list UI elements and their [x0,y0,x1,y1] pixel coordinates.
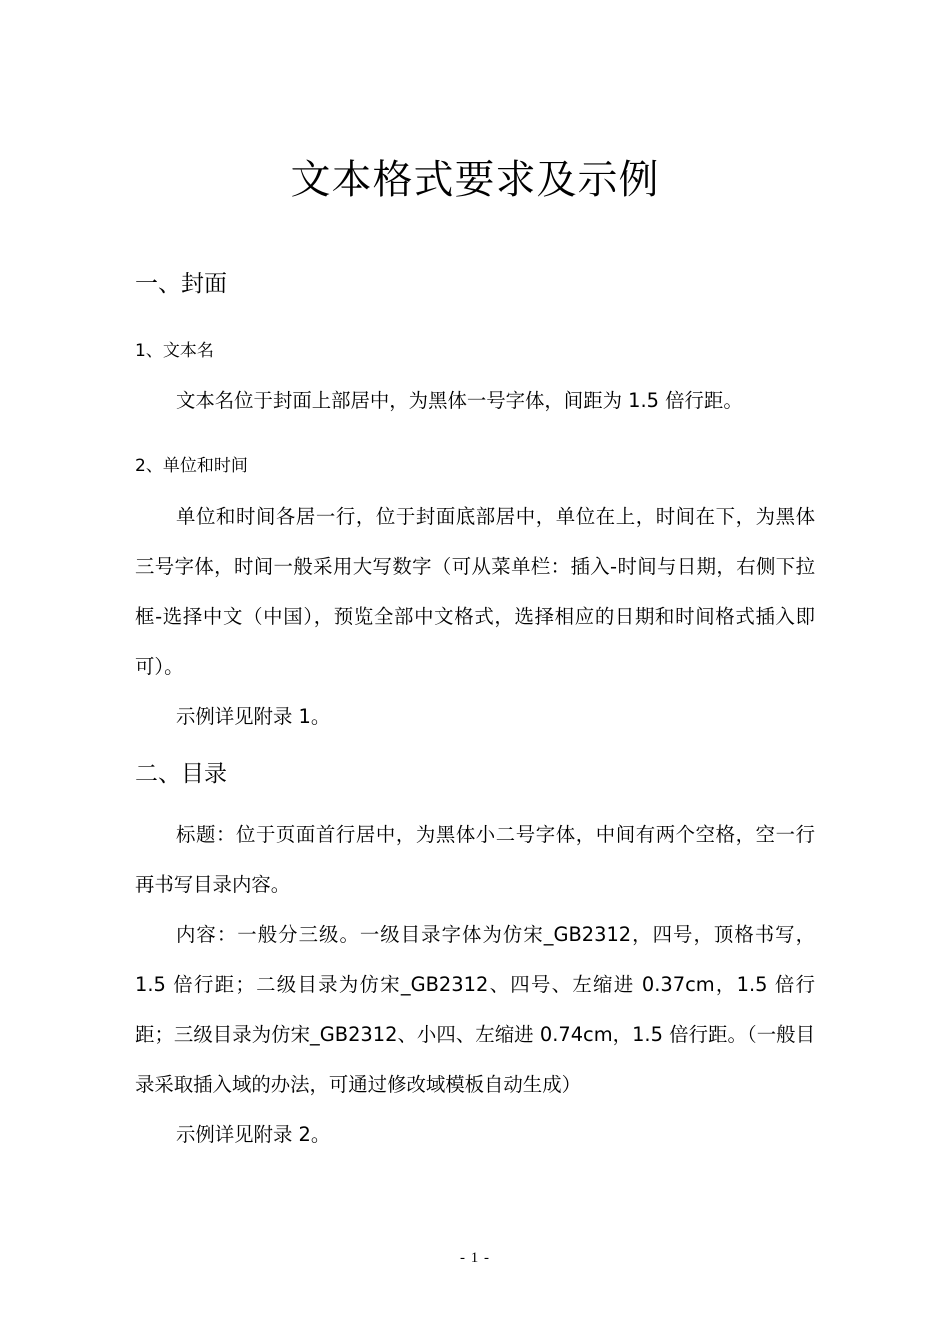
document-title: 文本格式要求及示例 [290,157,660,203]
page-number: - 1 - [460,1250,490,1266]
paragraph-appendix-2-ref: 示例详见附录 2。 [176,1123,331,1146]
section-heading-cover: 一、封面 [135,271,227,297]
subsection-heading-document-name: 1、文本名 [135,341,214,361]
paragraph-unit-and-time: 单位和时间各居一行，位于封面底部居中，单位在上，时间在下，为黑体三号字体，时间一般采用大写数字（可从菜单栏：插入-时间与日期，右侧下拉框-选择中文（中国），预览全部中文格式，选择相应的日期和时间格式插入即可）。 [135,505,815,678]
paragraph-appendix-1-ref: 示例详见附录 1。 [176,705,331,728]
paragraph-toc-content: 内容：一般分三级。一级目录字体为仿宋_GB2312，四号，顶格书写，1.5 倍行距；二级目录为仿宋_GB2312、四号、左缩进 0.37cm，1.5 倍行距；三级目录为仿宋_GB2312、小四、左缩进 0.74cm，1.5 倍行距。（一般目录采取插入域的办法，可通过修改域模板自动生成） [135,923,815,1096]
paragraph-toc-title: 标题：位于页面首行居中，为黑体小二号字体，中间有两个空格，空一行再书写目录内容。 [135,823,815,896]
subsection-heading-unit-and-time: 2、单位和时间 [135,456,248,476]
paragraph-document-name: 文本名位于封面上部居中，为黑体一号字体，间距为 1.5 倍行距。 [176,389,743,412]
section-heading-toc: 二、目录 [135,761,227,787]
